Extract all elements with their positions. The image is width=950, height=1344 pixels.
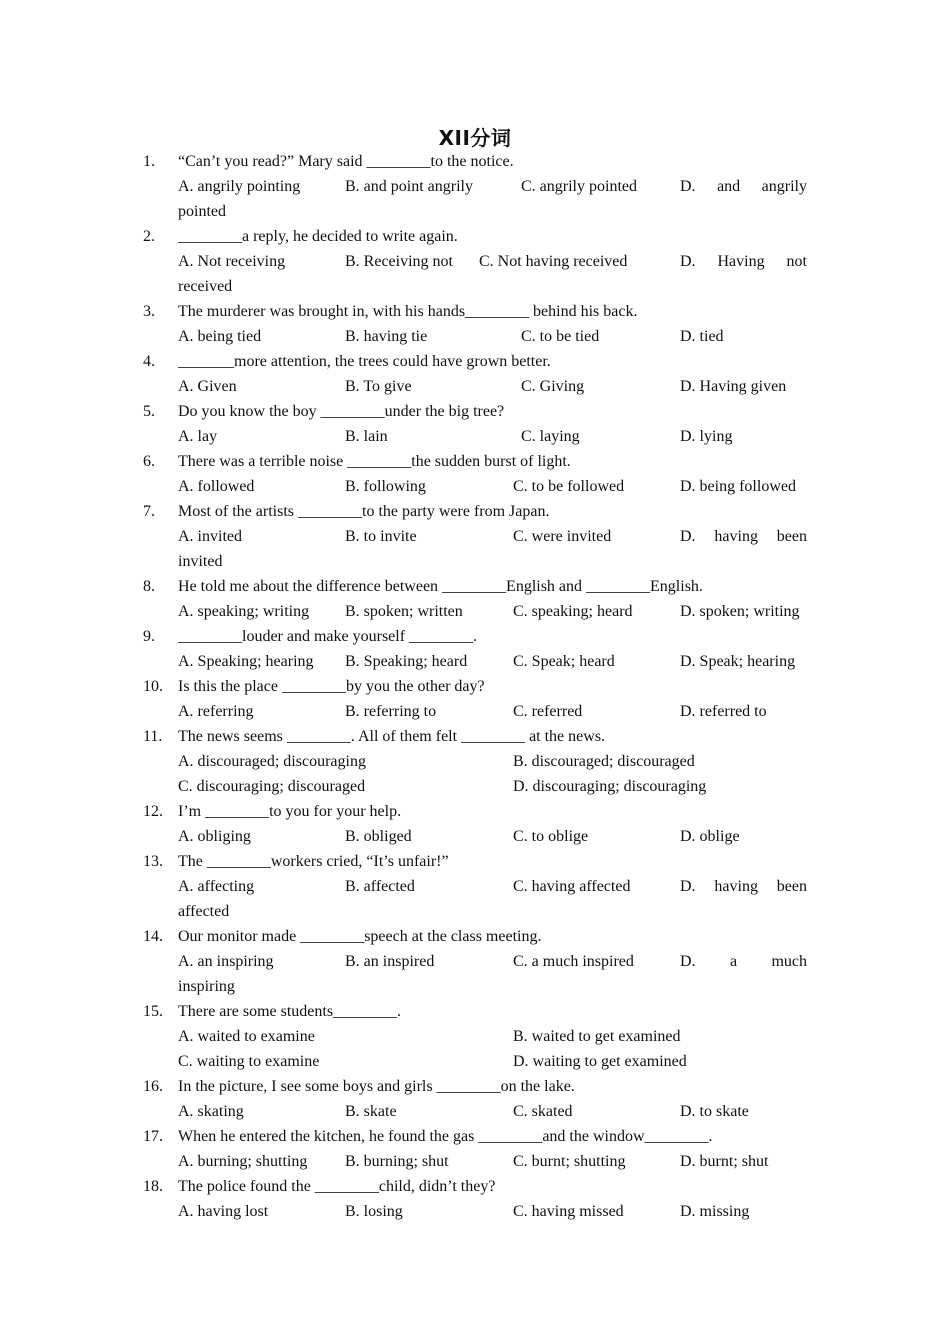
option-c[interactable]: C. discouraging; discouraged (178, 778, 366, 795)
option-word: a (729, 953, 738, 970)
option-b[interactable]: B. Receiving not (345, 253, 453, 270)
option-d[interactable]: D. spoken; writing (680, 603, 800, 620)
question-item (143, 349, 807, 399)
option-b[interactable]: B. and point angrily (345, 178, 473, 195)
option-b[interactable]: B. discouraged; discouraged (513, 753, 695, 770)
question-item (143, 999, 807, 1074)
option-b[interactable]: B. spoken; written (345, 603, 463, 620)
question-item (143, 399, 807, 449)
option-a[interactable]: A. affecting (178, 878, 255, 895)
option-c[interactable]: C. to be tied (521, 328, 600, 345)
option-d[interactable]: D. oblige (680, 828, 740, 845)
option-a[interactable]: A. Given (178, 378, 237, 395)
question-number: 1. (143, 153, 155, 170)
question-number: 16. (143, 1078, 163, 1095)
option-c[interactable]: C. Giving (521, 378, 585, 395)
option-d[interactable]: D. lying (680, 428, 733, 445)
question-stem: Our monitor made ________speech at the class meeting. (178, 928, 542, 945)
option-c[interactable]: C. Speak; heard (513, 653, 615, 670)
option-a[interactable]: A. having lost (178, 1203, 269, 1220)
option-a[interactable]: A. Speaking; hearing (178, 653, 314, 670)
question-stem: The news seems ________. All of them felt ________ at the news. (178, 728, 606, 745)
option-a[interactable]: A. followed (178, 478, 255, 495)
option-d[interactable]: D. to skate (680, 1103, 749, 1120)
option-d[interactable]: D. referred to (680, 703, 767, 720)
question-item (143, 724, 807, 799)
option-d-continuation: pointed (178, 203, 226, 220)
option-a[interactable]: A. referring (178, 703, 254, 720)
option-word: D. (680, 178, 696, 195)
question-stem: He told me about the difference between ________English and ________English. (178, 578, 703, 595)
option-c[interactable]: C. were invited (513, 528, 612, 545)
option-b[interactable]: B. an inspired (345, 953, 435, 970)
option-a[interactable]: A. speaking; writing (178, 603, 310, 620)
question-item (143, 449, 807, 499)
option-c[interactable]: C. having affected (513, 878, 631, 895)
question-number: 2. (143, 228, 155, 245)
option-c[interactable]: C. referred (513, 703, 583, 720)
option-a[interactable]: A. invited (178, 528, 242, 545)
question-item (143, 674, 807, 724)
question-stem: Is this the place ________by you the other day? (178, 678, 485, 695)
option-b[interactable]: B. Speaking; heard (345, 653, 468, 670)
question-item (143, 1124, 807, 1174)
option-d[interactable]: D. burnt; shut (680, 1153, 769, 1170)
question-stem: In the picture, I see some boys and girls ________on the lake. (178, 1078, 575, 1095)
question-item (143, 849, 807, 924)
option-a[interactable]: A. skating (178, 1103, 244, 1120)
question-stem: The murderer was brought in, with his hands________ behind his back. (178, 303, 638, 320)
question-number: 10. (143, 678, 163, 695)
option-word: D. (680, 878, 696, 895)
option-word: angrily (761, 178, 807, 195)
question-number: 17. (143, 1128, 163, 1145)
question-number: 9. (143, 628, 155, 645)
option-a[interactable]: A. being tied (178, 328, 262, 345)
option-word: D. (680, 253, 696, 270)
option-b[interactable]: B. losing (345, 1203, 403, 1220)
option-d[interactable] (680, 949, 807, 974)
question-number: 11. (143, 728, 163, 745)
question-stem: Most of the artists ________to the party were from Japan. (178, 503, 550, 520)
question-stem: Do you know the boy ________under the big tree? (178, 403, 505, 420)
question-number: 14. (143, 928, 163, 945)
option-d[interactable]: D. missing (680, 1203, 750, 1220)
question-number: 3. (143, 303, 155, 320)
option-d-continuation: inspiring (178, 978, 235, 995)
option-c[interactable]: C. waiting to examine (178, 1053, 320, 1070)
question-stem: _______more attention, the trees could have grown better. (178, 353, 551, 370)
question-number: 13. (143, 853, 163, 870)
question-stem: There are some students________. (178, 1003, 402, 1020)
option-b[interactable]: B. lain (345, 428, 388, 445)
question-item (143, 799, 807, 849)
option-b[interactable]: B. burning; shut (345, 1153, 449, 1170)
option-word: having (714, 878, 758, 895)
option-d[interactable] (680, 174, 807, 199)
option-a[interactable]: A. obliging (178, 828, 251, 845)
question-item (143, 624, 807, 674)
option-word: been (776, 878, 807, 895)
option-d[interactable] (680, 874, 807, 899)
option-d[interactable]: D. Speak; hearing (680, 653, 796, 670)
option-b[interactable]: B. affected (345, 878, 415, 895)
option-c[interactable]: C. having missed (513, 1203, 624, 1220)
question-stem: “Can’t you read?” Mary said ________to the notice. (178, 153, 514, 170)
option-d[interactable] (680, 249, 807, 274)
option-word: having (714, 528, 758, 545)
question-list (143, 149, 807, 1224)
question-item (143, 924, 807, 999)
question-stem: I’m ________to you for your help. (178, 803, 402, 820)
option-c[interactable]: C. laying (521, 428, 580, 445)
option-b[interactable]: B. obliged (345, 828, 412, 845)
option-c[interactable]: C. skated (513, 1103, 573, 1120)
option-word: much (771, 953, 807, 970)
page-title: XII分词 (438, 126, 512, 150)
option-c[interactable]: C. a much inspired (513, 953, 634, 970)
option-b[interactable]: B. to invite (345, 528, 417, 545)
option-d[interactable]: D. Having given (680, 378, 787, 395)
option-b[interactable]: B. skate (345, 1103, 397, 1120)
option-b[interactable]: B. waited to get examined (513, 1028, 681, 1045)
question-number: 4. (143, 353, 155, 370)
question-number: 15. (143, 1003, 163, 1020)
option-word: been (776, 528, 807, 545)
question-number: 8. (143, 578, 155, 595)
question-stem: ________a reply, he decided to write again. (178, 228, 458, 245)
option-word: and (717, 178, 741, 195)
question-item (143, 149, 807, 224)
option-c[interactable]: C. angrily pointed (521, 178, 637, 195)
option-d[interactable]: D. discouraging; discouraging (513, 778, 707, 795)
question-item (143, 1074, 807, 1124)
option-d[interactable]: D. being followed (680, 478, 796, 495)
option-a[interactable]: A. an inspiring (178, 953, 274, 970)
question-stem: When he entered the kitchen, he found the gas ________and the window________. (178, 1128, 713, 1145)
option-b[interactable]: B. following (345, 478, 426, 495)
option-b[interactable]: B. To give (345, 378, 412, 395)
option-word: D. (680, 953, 696, 970)
question-item (143, 299, 807, 349)
option-d-continuation: invited (178, 553, 223, 570)
option-c[interactable]: C. Not having received (479, 253, 628, 270)
option-d-continuation: received (178, 278, 233, 295)
question-number: 18. (143, 1178, 163, 1195)
option-a[interactable]: A. angrily pointing (178, 178, 301, 195)
question-number: 7. (143, 503, 155, 520)
option-a[interactable]: A. discouraged; discouraging (178, 753, 366, 770)
question-stem: The ________workers cried, “It’s unfair!” (178, 853, 449, 870)
question-item (143, 499, 807, 574)
option-word: Having (717, 253, 765, 270)
option-b[interactable]: B. referring to (345, 703, 437, 720)
option-a[interactable]: A. lay (178, 428, 218, 445)
option-c[interactable]: C. speaking; heard (513, 603, 633, 620)
option-word: D. (680, 528, 696, 545)
option-d[interactable]: D. tied (680, 328, 724, 345)
question-number: 6. (143, 453, 155, 470)
option-c[interactable]: C. to oblige (513, 828, 589, 845)
option-d-continuation: affected (178, 903, 230, 920)
question-number: 12. (143, 803, 163, 820)
option-d[interactable]: D. waiting to get examined (513, 1053, 687, 1070)
question-item (143, 574, 807, 624)
option-d[interactable] (680, 524, 807, 549)
question-stem: The police found the ________child, didn’t they? (178, 1178, 496, 1195)
question-stem: ________louder and make yourself ________. (178, 628, 478, 645)
question-item (143, 1174, 807, 1224)
option-c[interactable]: C. to be followed (513, 478, 625, 495)
question-number: 5. (143, 403, 155, 420)
option-word: not (786, 253, 807, 270)
option-b[interactable]: B. having tie (345, 328, 428, 345)
option-c[interactable]: C. burnt; shutting (513, 1153, 626, 1170)
option-a[interactable]: A. Not receiving (178, 253, 286, 270)
option-a[interactable]: A. waited to examine (178, 1028, 315, 1045)
question-stem: There was a terrible noise ________the sudden burst of light. (178, 453, 571, 470)
question-item (143, 224, 807, 299)
option-a[interactable]: A. burning; shutting (178, 1153, 308, 1170)
